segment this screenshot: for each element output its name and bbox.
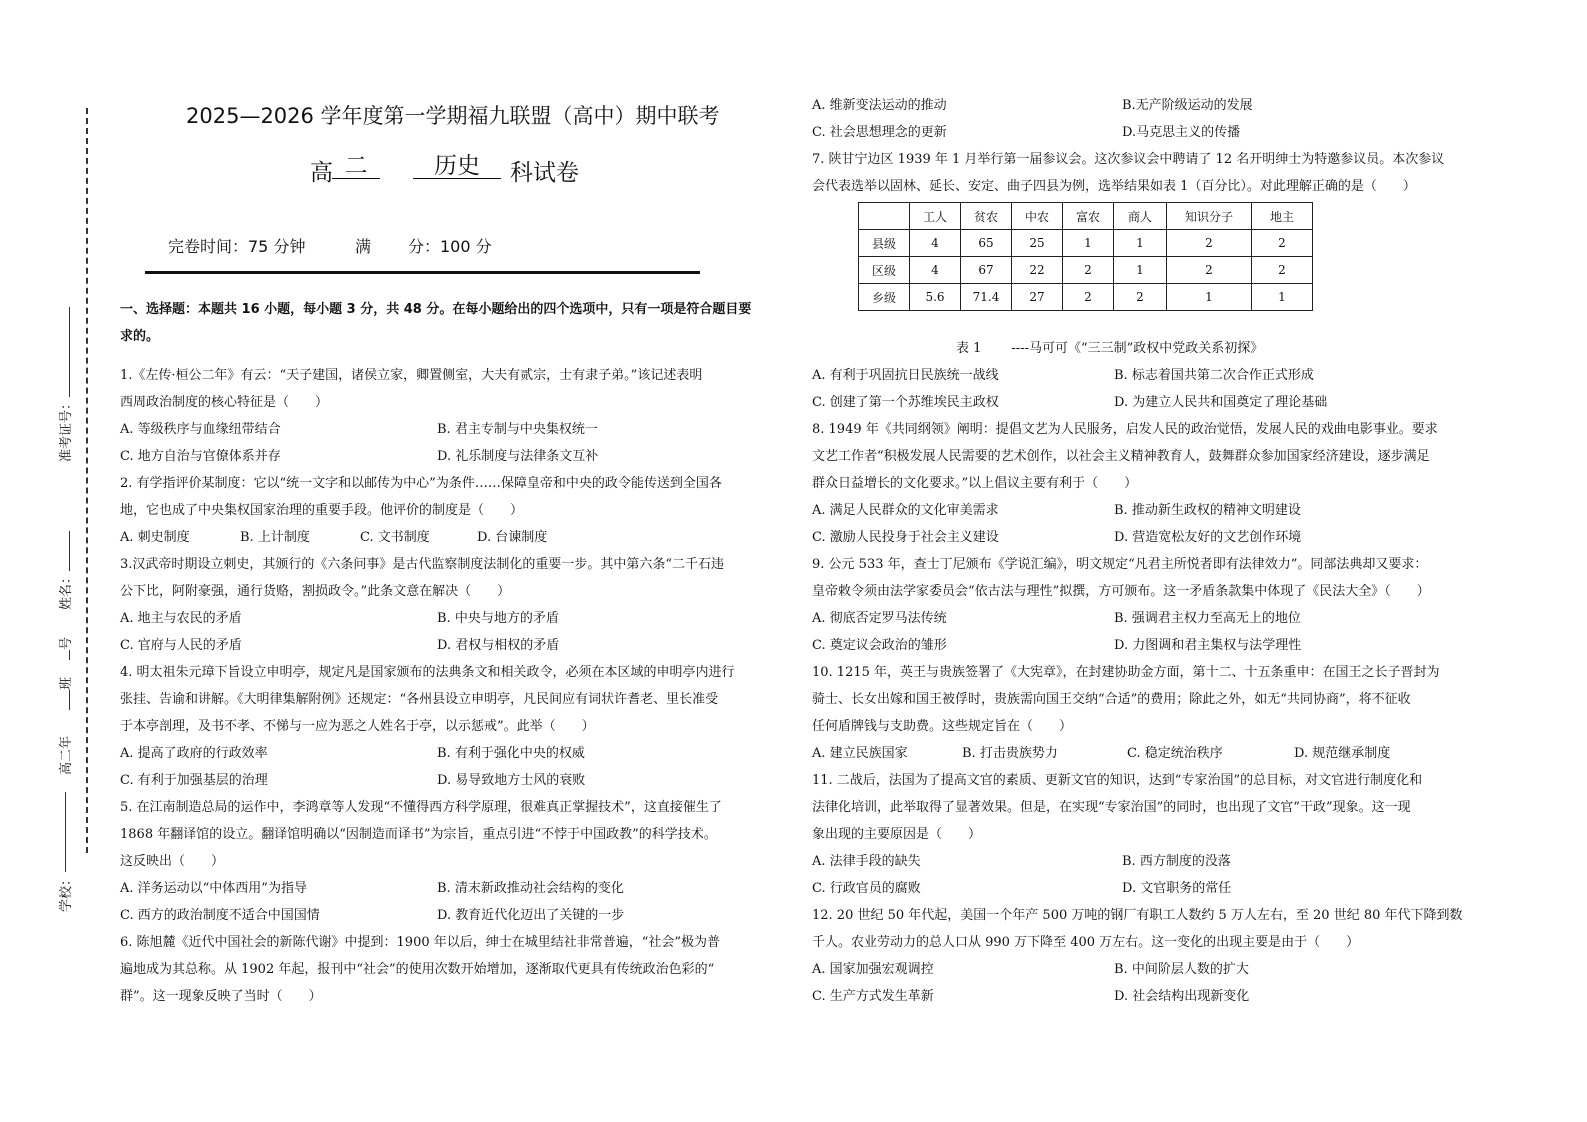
q2-stem: 2. 有学指评价某制度：它以“统一文字和以邮传为中心”为条件……保障皇帝和中央的政令能传送到全国各 [120,476,722,491]
table-cell: 1 [1063,230,1114,257]
q10-stem-cont2: 任何盾牌钱与支助费。这些规定旨在（ ） [812,719,1073,734]
subject-value: 历史 [413,154,501,179]
q8-stem: 8. 1949 年《共同纲领》阐明：提倡文艺为人民服务，启发人民的政治觉悟，发展人民的戏曲电影事业。要求 [812,422,1438,437]
q1-option-c[interactable]: C. 地方自治与官僚体系并存 [120,449,281,464]
right-column [812,92,1492,200]
q1-option-d[interactable]: D. 礼乐制度与法律条文互补 [437,449,599,464]
table-header-cell: 地主 [1252,203,1313,230]
hao-field[interactable] [69,650,70,660]
table-header-cell: 富农 [1063,203,1114,230]
q3-option-c[interactable]: C. 官府与人民的矛盾 [120,638,242,653]
table-header-cell: 中农 [1012,203,1063,230]
section-heading-cont: 求的。 [120,329,160,344]
q11-stem-cont2: 象出现的主要原因是（ ） [812,827,982,842]
table-caption-source: ----马可可《“三三制”政权中党政关系初探》 [1011,341,1264,356]
grade-value: 二 [332,154,380,179]
q6-option-c[interactable]: C. 社会思想理念的更新 [812,125,947,140]
q2-stem-cont: 地，它也成了中央集权国家治理的重要手段。他评价的制度是（ ） [120,503,524,518]
q1-option-b[interactable]: B. 君主专制与中央集权统一 [437,422,598,437]
class-field[interactable] [69,690,70,710]
q5-option-b[interactable]: B. 清末新政推动社会结构的变化 [437,881,624,896]
table-header-cell: 商人 [1114,203,1167,230]
table-cell: 22 [1012,257,1063,284]
q8-stem-cont: 文艺工作者“积极发展人民需要的艺术创作，以社会主义精神教育人，鼓舞群众参加国家经济建设，逐步满足 [812,449,1430,464]
q4-option-b[interactable]: B. 有利于强化中央的权威 [437,746,585,761]
table-cell: 5.6 [910,284,961,311]
q1-option-a[interactable]: A. 等级秩序与血缘纽带结合 [120,422,281,437]
q9-option-d[interactable]: D. 力图调和君主集权与法学理性 [1114,638,1302,653]
q11-option-d[interactable]: D. 文官职务的常任 [1122,881,1232,896]
right-column-lower [812,362,1492,1010]
q6-stem-cont2: 群”。这一现象反映了当时（ ） [120,989,322,1004]
q4-option-d[interactable]: D. 易导致地方士风的衰败 [437,773,586,788]
q8-option-c[interactable]: C. 激励人民投身于社会主义建设 [812,530,999,545]
q7-option-d[interactable]: D. 为建立人民共和国奠定了理论基础 [1114,395,1328,410]
q3-stem-cont: 公下比，阿附豪强，通行货赂，割损政令。”此条文意在解决（ ） [120,584,511,599]
q12-option-c[interactable]: C. 生产方式发生革新 [812,989,934,1004]
class-label: 班 [59,676,74,690]
q6-option-d[interactable]: D.马克思主义的传播 [1122,125,1241,140]
table-cell: 1 [1252,284,1313,311]
table-caption [956,340,1263,358]
q5-option-a[interactable]: A. 洋务运动以“中体西用”为指导 [120,881,307,896]
q2-option-d[interactable]: D. 台谏制度 [477,530,548,545]
q6-stem-cont: 遍地成为其总称。从 1902 年起，报刊中“社会”的使用次数开始增加，逐渐取代更具有传统政治色彩的“ [120,962,715,977]
q10-option-c[interactable]: C. 稳定统治秩序 [1127,746,1223,761]
q2-option-a[interactable]: A. 刺史制度 [120,530,190,545]
table-header-cell [859,203,910,230]
q5-stem: 5. 在江南制造总局的运作中，李鸿章等人发现“不懂得西方科学原理，很难真正掌握技术”，这直接催生了 [120,800,722,815]
sidebar-exam-number [55,307,74,462]
q11-option-b[interactable]: B. 西方制度的没落 [1122,854,1231,869]
q4-stem-cont2: 于本亭剖理，及书不孝、不悌与一应为恶之人姓名于亭，以示惩戒”。此举（ ） [120,719,595,734]
table-cell: 1 [1114,257,1167,284]
exam-title: 2025—2026 学年度第一学期福九联盟（高中）期中联考 [186,104,720,128]
table-cell: 4 [910,230,961,257]
sidebar-class [55,677,74,710]
q7-option-c[interactable]: C. 创建了第一个苏维埃民主政权 [812,395,999,410]
q3-option-b[interactable]: B. 中央与地方的矛盾 [437,611,559,626]
table-row [859,230,1313,257]
q10-stem: 10. 1215 年，英王与贵族签署了《大宪章》，在封建协助金方面，第十二、十五条重申：在国王之长子晋封为 [812,665,1440,680]
q5-option-d[interactable]: D. 教育近代化迈出了关键的一步 [437,908,625,923]
table-cell: 71.4 [961,284,1012,311]
table-cell: 2 [1063,257,1114,284]
q6-option-a[interactable]: A. 维新变法运动的推动 [812,98,947,113]
table-cell: 2 [1167,230,1252,257]
q8-option-a[interactable]: A. 满足人民群众的文化审美需求 [812,503,999,518]
q10-option-b[interactable]: B. 打击贵族势力 [962,746,1058,761]
grade-label: 高二年 [59,735,74,775]
q4-stem-cont: 张挂、告谕和讲解。《大明律集解附例》还规定：“各州县设立申明亭，凡民间应有词状许耆老、里长准受 [120,692,719,707]
q12-stem: 12. 20 世纪 50 年代起，美国一个年产 500 万吨的钢厂有职工人数约 5 万人左右，至 20 世纪 80 年代下降到数 [812,908,1463,923]
table-cell: 2 [1252,257,1313,284]
table-cell: 2 [1252,230,1313,257]
q8-stem-cont2: 群众日益增长的文化要求。”以上倡议主要有利于（ ） [812,476,1138,491]
q3-stem: 3.汉武帝时期设立刺史，其颁行的《六条问事》是古代监察制度法制化的重要一步。其中第六条“二千石违 [120,557,725,572]
table-cell: 区级 [859,257,910,284]
q3-option-a[interactable]: A. 地主与农民的矛盾 [120,611,242,626]
q11-stem-cont: 法律化培训，此举取得了显著效果。但是，在实现“专家治国”的同时，也出现了文官“干政”现象。这一现 [812,800,1411,815]
q2-option-c[interactable]: C. 文书制度 [360,530,430,545]
q8-option-d[interactable]: D. 营造宽松友好的文艺创作环境 [1114,530,1302,545]
table-cell: 2 [1167,257,1252,284]
table-row [859,284,1313,311]
table-cell: 1 [1167,284,1252,311]
name-field[interactable] [69,531,70,571]
subject-suffix: 科试卷 [510,160,579,186]
q12-option-d[interactable]: D. 社会结构出现新变化 [1114,989,1250,1004]
sidebar-school-line [55,792,70,872]
q3-option-d[interactable]: D. 君权与相权的矛盾 [437,638,560,653]
q10-stem-cont: 骑士、长女出嫁和国王被俘时，贵族需向国王交纳“合适”的费用；除此之外，如无“共同协商”，将不征收 [812,692,1411,707]
q9-option-b[interactable]: B. 强调君主权力至高无上的地位 [1114,611,1301,626]
table-cell: 4 [910,257,961,284]
table-row [859,257,1313,284]
table-header-cell: 贫农 [961,203,1012,230]
q6-stem: 6. 陈旭麓《近代中国社会的新陈代谢》中提到：1900 年以后，绅士在城里结社非常普遍，“社会”极为普 [120,935,721,950]
q9-stem-cont: 皇帝敕令须由法学家委员会“依古法与理性”拟撰，方可颁布。这一矛盾条款集中体现了《民法大全》（ ） [812,584,1430,599]
table-header-cell: 工人 [910,203,961,230]
q11-option-c[interactable]: C. 行政官员的腐败 [812,881,921,896]
sidebar-hao [55,637,74,660]
score-label-b: 分：100 分 [408,237,492,256]
q4-stem: 4. 明太祖朱元璋下旨设立申明亭，规定凡是国家颁布的法典条文和相关政令，必须在本区域的申明亭内进行 [120,665,735,680]
q4-option-c[interactable]: C. 有利于加强基层的治理 [120,773,268,788]
q9-stem: 9. 公元 533 年，查士丁尼颁布《学说汇编》，明文规定“凡君主所悦者即有法律效力”。同部法典却又要求： [812,557,1428,572]
q12-option-a[interactable]: A. 国家加强宏观调控 [812,962,934,977]
table-cell: 65 [961,230,1012,257]
q1-stem: 1.《左传·桓公二年》有云：“天子建国，诸侯立家，卿置侧室，大夫有贰宗，士有隶子弟。”该记述表明 [120,368,703,383]
school-field[interactable] [65,792,66,872]
q10-option-a[interactable]: A. 建立民族国家 [812,746,908,761]
exam-number-label: 准考证号： [59,396,74,462]
table-cell: 县级 [859,230,910,257]
table-caption-label: 表 1 [956,341,982,356]
q7-option-a[interactable]: A. 有利于巩固抗日民族统一战线 [812,368,999,383]
q9-option-a[interactable]: A. 彻底否定罗马法传统 [812,611,947,626]
left-column [120,296,780,1010]
section-heading: 一、选择题：本题共 16 小题，每小题 3 分，共 48 分。在每小题给出的四个选项中，只有一项是符合题目要 [120,302,752,317]
hao-label: 号 [59,636,74,650]
name-label: 姓名： [59,570,74,610]
q6-option-b[interactable]: B.无产阶级运动的发展 [1122,98,1253,113]
q1-stem-cont: 西周政治制度的核心特征是（ ） [120,395,329,410]
sidebar-school [55,873,74,912]
q8-option-b[interactable]: B. 推动新生政权的精神文明建设 [1114,503,1301,518]
table-cell: 1 [1114,230,1167,257]
exam-time: 完卷时间：75 分钟 [168,237,306,256]
binding-line [86,108,88,853]
q7-stem-cont: 会代表选举以固林、延长、安定、曲子四县为例，选举结果如表 1（百分比）。对此理解正确的是（ ） [812,179,1416,194]
header-rule [145,271,700,274]
q9-option-c[interactable]: C. 奠定议会政治的雏形 [812,638,947,653]
data-table [858,202,1313,311]
q5-stem-cont: 1868 年翻译馆的设立。翻译馆明确以“因制造而译书”为宗旨，重点引进“不悖于中国政教”的科学技术。 [120,827,717,842]
table-cell: 2 [1114,284,1167,311]
q5-stem-cont2: 这反映出（ ） [120,854,225,869]
grade-prefix: 高 [310,160,333,186]
table-header-cell: 知识分子 [1167,203,1252,230]
table-cell: 67 [961,257,1012,284]
table-header-row [859,203,1313,230]
q4-option-a[interactable]: A. 提高了政府的行政效率 [120,746,268,761]
q10-option-d[interactable]: D. 规范继承制度 [1294,746,1391,761]
q7-stem: 7. 陕甘宁边区 1939 年 1 月举行第一届参议会。这次参议会中聘请了 12 名开明绅士为特邀参议员。本次参议 [812,152,1445,167]
q11-stem: 11. 二战后，法国为了提高文官的素质、更新文官的知识，达到“专家治国”的总目标，对文官进行制度化和 [812,773,1423,788]
q7-option-b[interactable]: B. 标志着国共第二次合作正式形成 [1114,368,1314,383]
table-cell: 2 [1063,284,1114,311]
table-cell: 27 [1012,284,1063,311]
score-label-a: 满 [355,237,372,256]
school-label: 学校： [59,872,74,912]
q5-option-c[interactable]: C. 西方的政治制度不适合中国国情 [120,908,320,923]
table-cell: 25 [1012,230,1063,257]
table-cell: 乡级 [859,284,910,311]
q11-option-a[interactable]: A. 法律手段的缺失 [812,854,921,869]
sidebar-name [55,531,74,610]
sidebar-grade [55,736,74,775]
q2-option-b[interactable]: B. 上计制度 [240,530,310,545]
q12-stem-cont: 千人。农业劳动力的总人口从 990 万下降至 400 万左右。这一变化的出现主要是由于（ ） [812,935,1360,950]
q12-option-b[interactable]: B. 中间阶层人数的扩大 [1114,962,1249,977]
exam-number-field[interactable] [69,307,70,397]
